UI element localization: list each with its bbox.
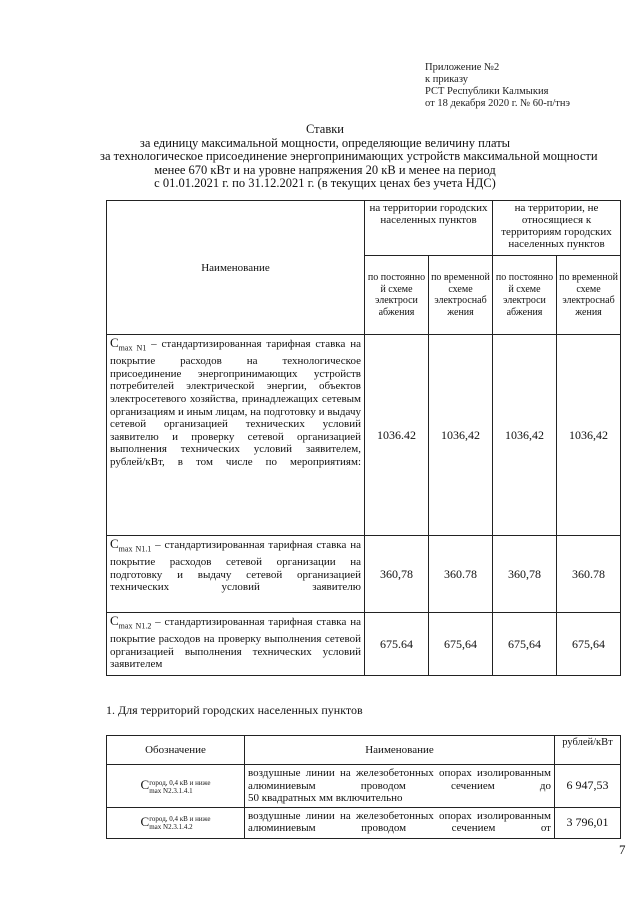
- subheader-temporary: по временной схеме электроснаб жения: [429, 256, 493, 335]
- rate-text-end: заявителю: [312, 581, 361, 594]
- rate-value: 360,78: [365, 536, 429, 613]
- rate-value: 675.64: [365, 613, 429, 676]
- appendix-line: РСТ Республики Калмыкия: [425, 86, 549, 97]
- table-row: [107, 613, 621, 676]
- rate-description: [107, 335, 365, 536]
- title-line: за единицу максимальной мощности, определяющие величину платы: [139, 135, 511, 150]
- rate-text-end: выполнения технических условий заявителем: [110, 645, 361, 671]
- rate-value: 675,64: [557, 613, 621, 676]
- rate-value: 675,64: [429, 613, 493, 676]
- rate-value: 1036.42: [365, 335, 429, 536]
- section-title: 1. Для территорий городских населенных пунктов: [106, 703, 363, 717]
- rate-description: воздушные линии на железобетонных опорах изолированным алюминиевым проводом сечением до 50 квадратных мм включительно: [245, 765, 555, 808]
- column-header-unit: рублей/кВт: [555, 736, 621, 765]
- column-header-code: Обозначение: [107, 736, 245, 765]
- rate-value: 675,64: [493, 613, 557, 676]
- rate-value: 360.78: [429, 536, 493, 613]
- appendix-header: [425, 62, 570, 110]
- rate-symbol: $C_{max N1}$: [110, 335, 147, 353]
- rate-text: – стандартизированная тарифная ставка на покрытие расходов на технологическое присоединение энергопринимающих устройств потребителей электрической энергии, объектов электросетевого хозяйства, принадлежащих сетевым организациям и иным лицам, на подготовку и выдачу сетевой организацией технических условий заявителю и проверку сетевой организацией выполнения технических условий заявителем, рублей/кВт, в том числе по: [110, 338, 361, 468]
- title-line: с 01.01.2021 г. по 31.12.2021 г. (в текущих ценах без учета НДС): [154, 176, 496, 190]
- rate-value: 1036,42: [493, 335, 557, 536]
- subheader-permanent: по постоянно й схеме электроси абжения: [365, 256, 429, 335]
- rate-text: – стандартизированная тарифная ставка на покрытие расходов сетевой организации на подготовку и выдачу сетевой организацией технических условий: [110, 539, 361, 594]
- rate-value: 1036,42: [557, 335, 621, 536]
- appendix-line: от 18 декабря 2020 г. № 60-п/тнэ: [425, 98, 570, 109]
- title-line: Ставки: [305, 122, 344, 136]
- table-row: [107, 807, 621, 838]
- rate-symbol: C город, 0,4 кВ и ниже max N2.3.1.4.1: [107, 765, 245, 808]
- rate-description: воздушные линии на железобетонных опорах изолированным алюминиевым проводом сечением от: [245, 807, 555, 838]
- rate-value: 6 947,53: [555, 765, 621, 808]
- rate-value: 3 796,01: [555, 807, 621, 838]
- page-number: 7: [619, 842, 626, 857]
- rate-value: 360.78: [557, 536, 621, 613]
- column-header-name: Наименование: [245, 736, 555, 765]
- group-header-urban: на территории городских населенных пунктов: [365, 201, 493, 256]
- rate-text-end: мероприятиям:: [290, 455, 361, 468]
- rate-text: – стандартизированная тарифная ставка на покрытие расходов на проверку выполнения сетевой организацией: [110, 616, 361, 658]
- title-line: менее 670 кВт и на уровне напряжения 20 кВ и менее на период: [154, 162, 496, 177]
- table-row: [107, 765, 621, 808]
- rate-symbol: $C_{max N1.2}$: [110, 613, 152, 631]
- subheader-permanent: по постоянно й схеме электроси абжения: [493, 256, 557, 335]
- title-line: за технологическое присоединение энергопринимающих устройств максимальной мощности: [100, 149, 598, 163]
- table-row: [107, 335, 621, 536]
- rates-table: [106, 200, 621, 676]
- table-row: [107, 536, 621, 613]
- document-title: [100, 122, 598, 191]
- rate-symbol: $C_{max N1.1}$: [110, 536, 152, 554]
- urban-rates-table: [106, 735, 621, 839]
- rate-description: [107, 613, 365, 676]
- subheader-temporary: по временной схеме электроснаб жения: [557, 256, 621, 335]
- rate-description: [107, 536, 365, 613]
- appendix-line: к приказу: [425, 74, 468, 85]
- group-header-rural: на территории, не относящиеся к территориям городских населенных пунктов: [493, 201, 621, 256]
- column-header-name: Наименование: [107, 201, 365, 335]
- rate-symbol: C город, 0,4 кВ и ниже max N2.3.1.4.2: [107, 807, 245, 838]
- rate-value: 360,78: [493, 536, 557, 613]
- appendix-line: Приложение №2: [425, 62, 500, 73]
- rate-value: 1036,42: [429, 335, 493, 536]
